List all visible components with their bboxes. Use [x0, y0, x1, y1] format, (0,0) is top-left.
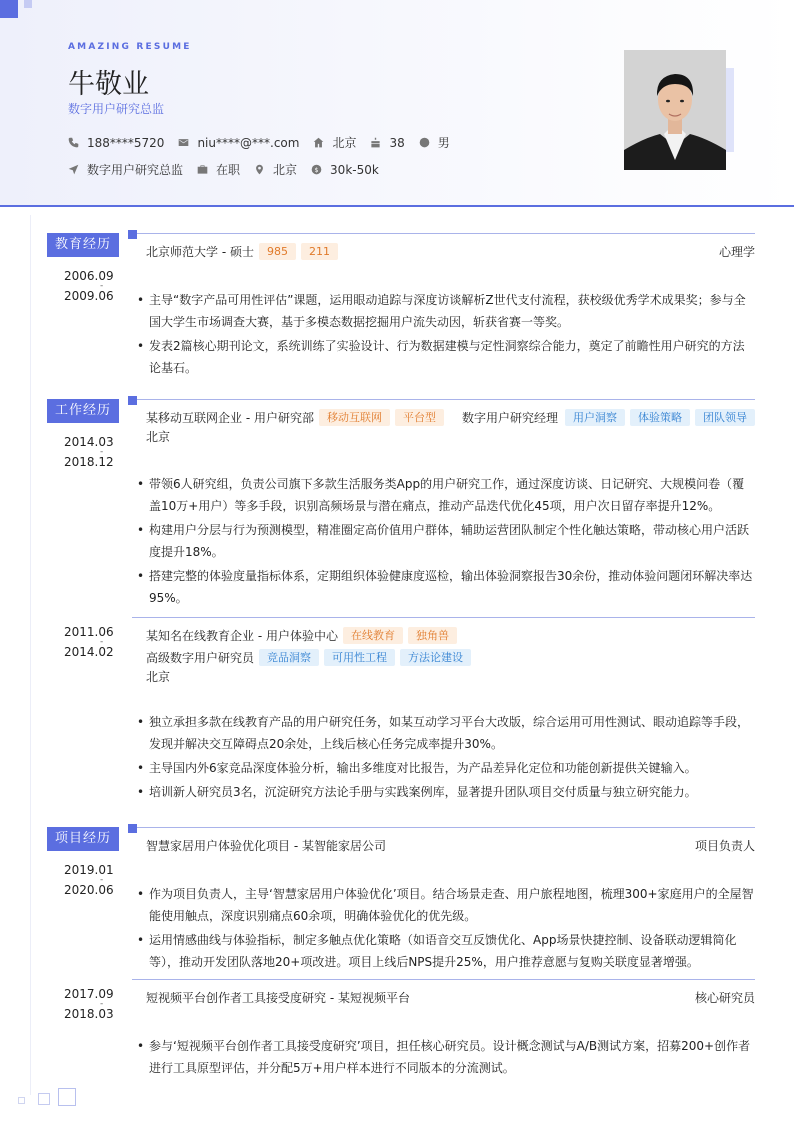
section-divider — [137, 399, 755, 400]
city-text: 北京 — [332, 136, 357, 150]
bullet-item: • 发表2篇核心期刊论文，系统训练了实验设计、行为数据建模与定性洞察综合能力，奠定了前瞻性用户研究的方法论基石。 — [137, 335, 755, 379]
bullet-item: • 运用情感曲线与体验指标，制定多触点优化策略（如语音交互反馈优化、App场景快捷控制、设备联动逻辑简化等），推动开发团队落地20+项改进。项目上线后NPS提升25%，用户推荐意愿与复购关联度显著增强。 — [137, 929, 755, 973]
page-left-rule — [30, 215, 31, 1095]
work-role-2 — [146, 649, 471, 666]
salary-text: 30k-50k — [330, 162, 379, 177]
date-separator: - — [100, 999, 104, 1009]
target-job-item — [68, 161, 183, 178]
status-item — [197, 161, 240, 178]
school-tag: 211 — [301, 243, 338, 260]
work-dates-2 — [64, 625, 114, 659]
industry-tag: 平台型 — [395, 409, 444, 426]
phone-icon — [68, 137, 79, 148]
end-date: 2018.03 — [64, 1007, 114, 1021]
section-divider — [137, 827, 755, 828]
bullet-item: • 培训新人研究员3名，沉淀研究方法论手册与实践案例库，显著提升团队项目交付质量与独立研究能力。 — [137, 781, 755, 803]
email-text: niu****@***.com — [197, 135, 300, 150]
skill-tag: 可用性工程 — [324, 649, 395, 666]
project-role: 项目负责人 — [694, 839, 755, 853]
section-marker — [128, 230, 137, 239]
work-bullets-1 — [137, 473, 755, 611]
start-date: 2019.01 — [64, 863, 114, 877]
home-icon — [313, 137, 324, 148]
tagline: AMAZING RESUME — [68, 42, 192, 52]
industry-tag: 移动互联网 — [319, 409, 390, 426]
salary-item — [311, 163, 379, 177]
work-title-1 — [146, 409, 444, 426]
section-label-education: 教育经历 — [47, 233, 119, 257]
resume-header — [0, 0, 794, 207]
skill-tag: 团队领导 — [695, 409, 755, 426]
age-item — [370, 136, 404, 150]
candidate-name: 牛敬业 — [68, 69, 149, 100]
industry-tag: 独角兽 — [408, 627, 457, 644]
corner-decoration-small — [24, 0, 32, 8]
major: 心理学 — [718, 245, 755, 259]
portrait-illustration — [624, 50, 726, 170]
age-text: 38 — [389, 135, 405, 150]
project-title-1 — [146, 837, 386, 854]
date-separator: - — [100, 281, 104, 291]
status-text: 在职 — [216, 163, 241, 177]
school-name: 北京师范大学 - 硕士 — [146, 245, 254, 259]
skill-tag: 体验策略 — [630, 409, 690, 426]
date-separator: - — [100, 447, 104, 457]
date-separator: - — [100, 637, 104, 647]
section-label-projects: 项目经历 — [47, 827, 119, 851]
bullet-item: • 作为项目负责人，主导‘智慧家居用户体验优化’项目。结合场景走查、用户旅程地图，梳理300+家庭用户的全屋智能使用触点，深度识别痛点60余项，明确体验优化的优先级。 — [137, 883, 755, 927]
phone-text: 188****5720 — [87, 135, 165, 150]
item-divider — [132, 979, 755, 980]
role-name: 高级数字用户研究员 — [146, 651, 255, 665]
section-marker — [128, 396, 137, 405]
bullet-item: • 搭建完整的体验度量指标体系，定期组织体验健康度巡检，输出体验洞察报告30余份，推动体验问题闭环解决率达95%。 — [137, 565, 755, 609]
section-marker — [128, 824, 137, 833]
gender-item — [419, 134, 450, 151]
start-date: 2014.03 — [64, 435, 114, 449]
work-title-2 — [146, 627, 457, 644]
phone-item — [68, 136, 164, 150]
work-role-1 — [462, 409, 755, 426]
start-date: 2011.06 — [64, 625, 114, 639]
city-item — [313, 134, 356, 151]
target-city-item — [254, 161, 297, 178]
project-role: 核心研究员 — [694, 991, 755, 1005]
target-job-text: 数字用户研究总监 — [87, 163, 184, 177]
gender-text: 男 — [437, 136, 450, 150]
industry-tag: 在线教育 — [343, 627, 403, 644]
send-icon — [68, 164, 79, 175]
education-dates — [64, 269, 114, 303]
bullet-item: • 参与‘短视频平台创作者工具接受度研究’项目，担任核心研究员。设计概念测试与A/B测试方案，招募200+创作者进行工具原型评估，并分配5万+用户样本进行不同版本的分流测试。 — [137, 1035, 755, 1079]
education-bullets — [137, 289, 755, 381]
project-bullets-1 — [137, 883, 755, 975]
education-title — [146, 243, 338, 260]
end-date: 2014.02 — [64, 645, 114, 659]
section-label-work: 工作经历 — [47, 399, 119, 423]
section-divider — [137, 233, 755, 234]
project-name: 智慧家居用户体验优化项目 - 某智能家居公司 — [146, 839, 386, 853]
profile-photo — [624, 50, 726, 170]
bullet-item: • 主导国内外6家竞品深度体验分析，输出多维度对比报告，为产品差异化定位和功能创新提供关键输入。 — [137, 757, 755, 779]
skill-tag: 用户洞察 — [565, 409, 625, 426]
gender-icon — [419, 137, 430, 148]
item-divider — [132, 617, 755, 618]
square-decoration — [58, 1088, 76, 1106]
role-name: 数字用户研究经理 — [461, 411, 558, 425]
company-name: 某移动互联网企业 - 用户研究部 — [146, 411, 314, 425]
project-title-2 — [146, 989, 410, 1006]
skill-tag: 竞品洞察 — [259, 649, 319, 666]
bullet-item: • 带领6人研究组，负责公司旗下多款生活服务类App的用户研究工作，通过深度访谈、日记研究、大规模问卷（覆盖10万+用户）等多手段，识别高频场景与潜在痛点，推动产品迭代优化45项，用户次日留存率提升12%。 — [137, 473, 755, 517]
date-separator: - — [100, 875, 104, 885]
square-decoration — [18, 1097, 25, 1104]
start-date: 2006.09 — [64, 269, 114, 283]
bullet-item: • 构建用户分层与行为预测模型，精准圈定高价值用户群体，辅助运营团队制定个性化触达策略，带动核心用户活跃度提升18%。 — [137, 519, 755, 563]
work-bullets-2 — [137, 711, 755, 805]
contact-row — [68, 134, 464, 151]
target-city-text: 北京 — [273, 163, 298, 177]
briefcase-icon — [197, 164, 208, 175]
project-name: 短视频平台创作者工具接受度研究 - 某短视频平台 — [146, 991, 410, 1005]
location-icon — [254, 164, 265, 175]
work-city: 北京 — [146, 670, 171, 684]
candidate-title: 数字用户研究总监 — [68, 102, 165, 116]
work-city: 北京 — [146, 430, 171, 444]
bullet-item: • 主导“数字产品可用性评估”课题，运用眼动追踪与深度访谈解析Z世代支付流程，获校级优秀学术成果奖；参与全国大学生市场调查大赛，基于多模态数据挖掘用户流失动因，斩获省赛一等奖。 — [137, 289, 755, 333]
end-date: 2009.06 — [64, 289, 114, 303]
svg-text:$: $ — [314, 166, 319, 174]
bullet-item: • 独立承担多款在线教育产品的用户研究任务，如某互动学习平台大改版，综合运用可用性测试、眼动追踪等手段，发现并解决交互障碍点20余处，上线后核心任务完成率提升30%。 — [137, 711, 755, 755]
email-item — [178, 136, 299, 150]
work-dates-1 — [64, 435, 114, 469]
money-icon — [311, 164, 322, 175]
corner-decoration — [0, 0, 18, 18]
square-decoration — [38, 1093, 50, 1105]
company-name: 某知名在线教育企业 - 用户体验中心 — [146, 629, 338, 643]
project-dates-2 — [64, 987, 114, 1021]
end-date: 2018.12 — [64, 455, 114, 469]
school-tag: 985 — [259, 243, 296, 260]
cake-icon — [370, 137, 381, 148]
job-intent-row — [68, 161, 393, 178]
project-dates-1 — [64, 863, 114, 897]
skill-tag: 方法论建设 — [400, 649, 471, 666]
start-date: 2017.09 — [64, 987, 114, 1001]
mail-icon — [178, 137, 189, 148]
project-bullets-2 — [137, 1035, 755, 1081]
end-date: 2020.06 — [64, 883, 114, 897]
